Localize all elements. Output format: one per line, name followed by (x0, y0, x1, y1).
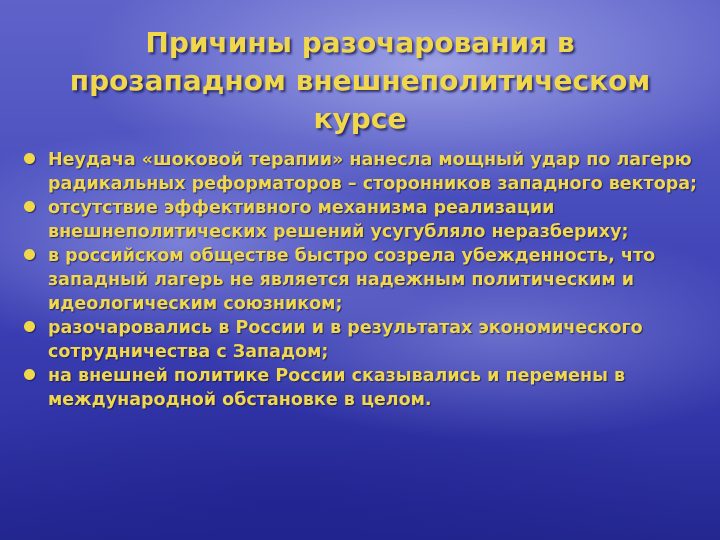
bullet-item (22, 148, 702, 196)
bullet-item (22, 196, 702, 244)
bullet-dot-icon (24, 153, 35, 164)
bullet-item (22, 316, 702, 364)
bullet-dot-icon (24, 369, 35, 380)
bullet-item (22, 244, 702, 316)
bullet-text: на внешней политике России сказывались и перемены в международной обстановке в целом. (48, 366, 626, 410)
bullet-dot-icon (24, 249, 35, 260)
bullet-text: Неудача «шоковой терапии» нанесла мощный удар по лагерю радикальных реформаторов – сторонников западного вектора; (48, 150, 698, 194)
bullet-text: в российском обществе быстро созрела убежденность, что западный лагерь не является надежным политическим и идеологическим союзником; (48, 246, 656, 314)
bullet-text: отсутствие эффективного механизма реализации внешнеполитических решений усугубляло неразбериху; (48, 198, 629, 242)
bullet-dot-icon (24, 321, 35, 332)
bullet-text: разочаровались в России и в результатах экономического сотрудничества с Западом; (48, 318, 643, 362)
bullet-list (22, 148, 702, 412)
bullet-item (22, 364, 702, 412)
bullet-dot-icon (24, 201, 35, 212)
slide-title: Причины разочарования в прозападном внешнеполитическом курсе (69, 26, 651, 135)
